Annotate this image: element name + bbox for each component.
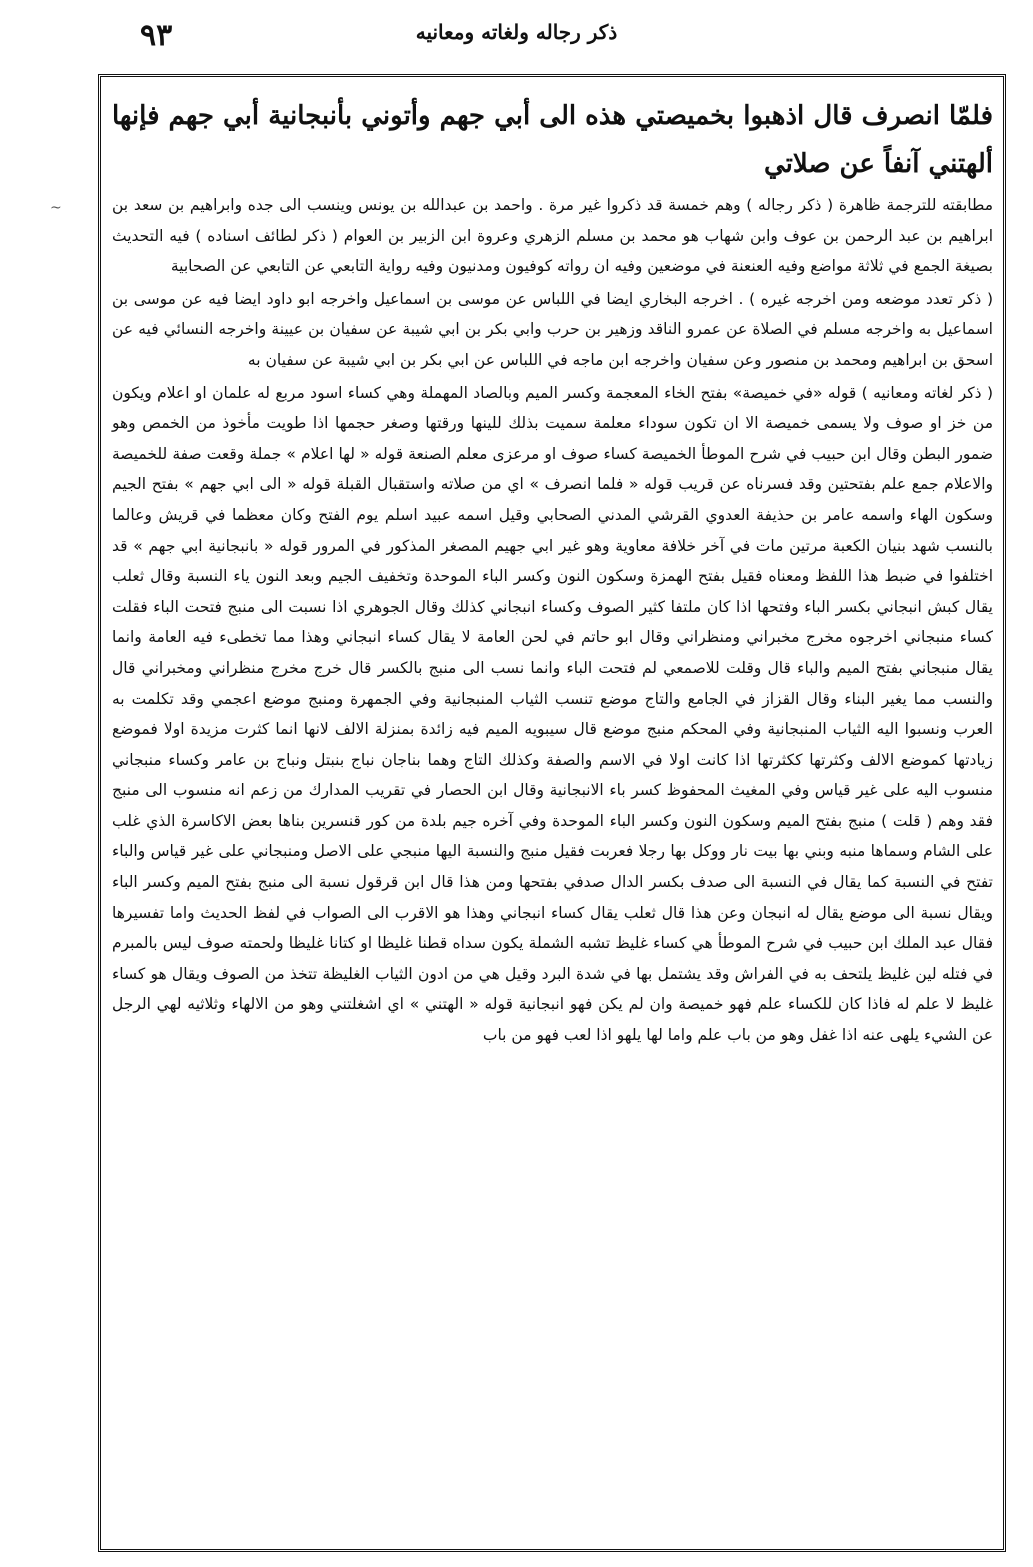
margin-mark: ~ [50, 200, 62, 216]
paragraph-rijal: مطابقته للترجمة ظاهرة ( ذكر رجاله ) وهم خمسة قد ذكروا غير مرة . واحمد بن عبدالله بن يونس وينسب الى جده وابراهيم بن سعد بن ابراهيم بن عبد الرحمن بن عوف وابن شهاب هو محمد بن مسلم الزهري وعروة ابن الزبير بن العوام ( ذكر لطائف اسناده ) فيه التحديث بصيغة الجمع في ثلاثة مواضع وفيه العنعنة في موضعين وفيه ان رواته كوفيون ومدنيون وفيه رواية التابعي عن التابعي عن الصحابية [112, 196, 993, 276]
paragraph-takhrij: ( ذكر تعدد موضعه ومن اخرجه غيره ) . اخرجه البخاري ايضا في اللباس عن موسى بن اسماعيل واخرجه ابو داود ايضا فيه عن موسى بن اسماعيل به واخرجه مسلم في الصلاة عن عمرو الناقد وزهير بن حرب وابي بكر بن ابي شيبة عن سفيان بن عيينة واخرجه النسائي فيه عن اسحق بن ابراهيم ومحمد بن منصور وعن سفيان واخرجه ابن ماجه في اللباس عن ابي بكر بن ابي شيبة عن سفيان به [112, 289, 993, 369]
page-number: ٩٣ [140, 18, 173, 53]
commentary [112, 190, 993, 1051]
paragraph-lughat: ( ذكر لغاته ومعانيه ) قوله «في خميصة» بفتح الخاء المعجمة وكسر الميم وبالصاد المهملة وهي كساء اسود مربع له علمان او اعلام ويكون من خز او صوف ولا يسمى خميصة الا ان تكون سوداء معلمة سميت بذلك للينها ورقتها وصغر حجمها اذا طويت مأخوذ من الخمص وهو ضمور البطن وقال ابن حبيب في شرح الموطأ الخميصة كساء صوف او مرعزى معلم الصنعة قوله « لها اعلام » جملة وقعت صفة للخميصة والاعلام جمع علم بفتحتين وقد فسرناه عن قريب قوله « فلما انصرف » اي من صلاته واستقبال القبلة قوله « الى ابي جهم » بفتح الجيم وسكون الهاء واسمه عامر بن حذيفة العدوي القرشي المدني الصحابي وقيل اسمه عبيد اسلم يوم الفتح وكان معظما في قريش وعالما بالنسب شهد بنيان الكعبة مرتين مات في آخر خلافة معاوية وهو غير ابي جهيم المصغر المذكور في المرور قوله « بانبجانية ابي جهم » قد اختلفوا في ضبط هذا اللفظ ومعناه فقيل بفتح الهمزة وسكون النون وكسر الباء الموحدة وتخفيف الجيم وبعد النون ياء النسبة وقال ثعلب يقال كبش انبجاني بكسر الباء وفتحها اذا كان ملتفا كثير الصوف وكساء انبجاني كذلك وقال الجوهري اذا نسبت الى منبج فتحت الباء فقلت كساء منبجاني اخرجوه مخرج مخبراني ومنظراني وقال ابو حاتم في لحن العامة لا يقال كساء انبجاني وهذا مما تخطىء فيه العامة وانما يقال منبجاني بفتح الميم والباء قال وقلت للاصمعي لم فتحت الباء وانما نسب الى منبج بالكسر قال خرج مخرج منظراني ومخبراني قال والنسب مما يغير البناء وقال القزاز في الجامع والتاج موضع تنسب الثياب المنبجانية وفي الجمهرة ومنبج موضع اعجمي وقد تكلمت به العرب ونسبوا اليه الثياب المنبجانية وفي المحكم منبج موضع قال سيبويه الميم فيه زائدة بمنزلة الالف لانها انما كثرت مزيدة اولا فموضع زيادتها كموضع الالف وكثرتها ككثرتها اذا كانت اولا في الاسم والصفة وكذلك التاج وهما بناجان نباج بنبتل ونباج بن عامر وكساء منبجاني منسوب اليه على غير قياس وفي المغيث المحفوظ كسر باء الانبجانية وقال ابن الحصار في تقريب المدارك من زعم انه منسوب الى منبج فقد وهم ( قلت ) منبج بفتح الميم وسكون النون وكسر الباء الموحدة وفي آخره جيم بلدة من كور قنسرين بناها بعض الاكاسرة الذي غلب على الشام وسماها منبه وبني بها بيت نار ووكل بها رجلا فعربت فقيل منبج والنسبة اليها منبجي على الاصل ومنبجاني على غير قياس والباء تفتح في النسبة كما يقال في النسبة الى صدف بكسر الدال صدفي بفتحها ومن هذا قال ابن قرقول نسبة الى منبج بفتح الميم وكسر الباء ويقال نسبة الى موضع يقال له انبجان وعن هذا قال ثعلب يقال كساء انبجاني وهذا هو الاقرب الى الصواب في لفظ الحديث واما تفسيرها فقال عبد الملك ابن حبيب في شرح الموطأ هي كساء غليظ تشبه الشملة يكون سداه قطنا غليظا او كتانا غليظا ولحمته صوف ليس بالمبرم في فتله لين غليظ يلتحف به في الفراش وقد يشتمل بها في شدة البرد وقيل هي من ادون الثياب الغليظة تتخذ من الصوف ويقال هو كساء غليظ لا علم له فاذا كان للكساء علم فهو خميصة وان لم يكن فهو انبجانية قوله « الهتني » اي اشغلتني وهو من الالهاء وثلاثيه لهي الرجل عن الشيء يلهى عنه اذا غفل وهو من باب علم واما لها يلهو اذا لعب فهو من باب [112, 383, 993, 1045]
hadith-text: فلمّا انصرف قال اذهبوا بخميصتي هذه الى أبي جهم وأتوني بأنبجانية أبي جهم فإنها ألهتني آنفاً عن صلاتي [112, 101, 993, 179]
running-header: ذكر رجاله ولغاته ومعانيه [415, 20, 618, 44]
